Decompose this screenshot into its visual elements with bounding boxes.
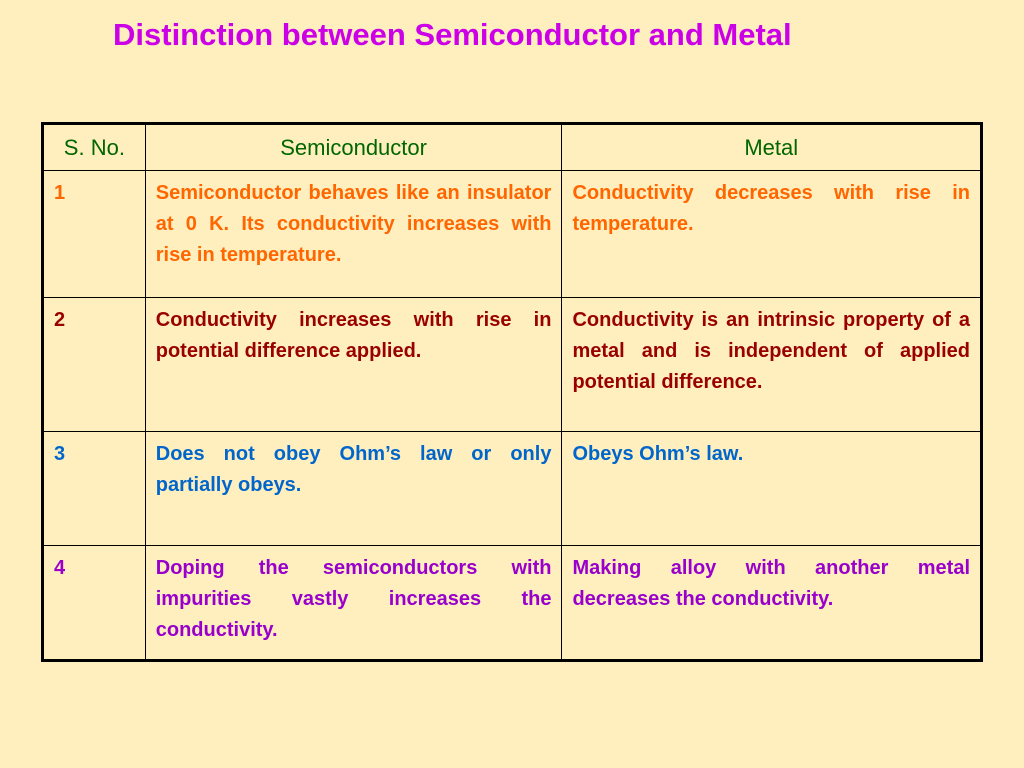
table-row (43, 546, 982, 661)
header-metal: Metal (562, 124, 982, 171)
semiconductor-cell: Does not obey Ohm’s law or only partially obeys. (145, 432, 562, 546)
header-sno: S. No. (43, 124, 146, 171)
semiconductor-cell: Conductivity increases with rise in potential difference applied. (145, 298, 562, 432)
table-row (43, 171, 982, 298)
metal-cell: Conductivity decreases with rise in temperature. (562, 171, 982, 298)
header-semiconductor: Semiconductor (145, 124, 562, 171)
metal-cell: Obeys Ohm’s law. (562, 432, 982, 546)
row-number: 2 (43, 298, 146, 432)
row-number: 4 (43, 546, 146, 661)
comparison-table (41, 122, 983, 662)
semiconductor-cell: Semiconductor behaves like an insulator at 0 K. Its conductivity increases with rise in temperature. (145, 171, 562, 298)
table-row (43, 432, 982, 546)
metal-cell: Conductivity is an intrinsic property of a metal and is independent of applied potential difference. (562, 298, 982, 432)
row-number: 1 (43, 171, 146, 298)
page-title: Distinction between Semiconductor and Metal (113, 17, 792, 52)
semiconductor-cell: Doping the semiconductors with impurities vastly increases the conductivity. (145, 546, 562, 661)
table-row (43, 298, 982, 432)
table-header-row (43, 124, 982, 171)
metal-cell: Making alloy with another metal decreases the conductivity. (562, 546, 982, 661)
row-number: 3 (43, 432, 146, 546)
